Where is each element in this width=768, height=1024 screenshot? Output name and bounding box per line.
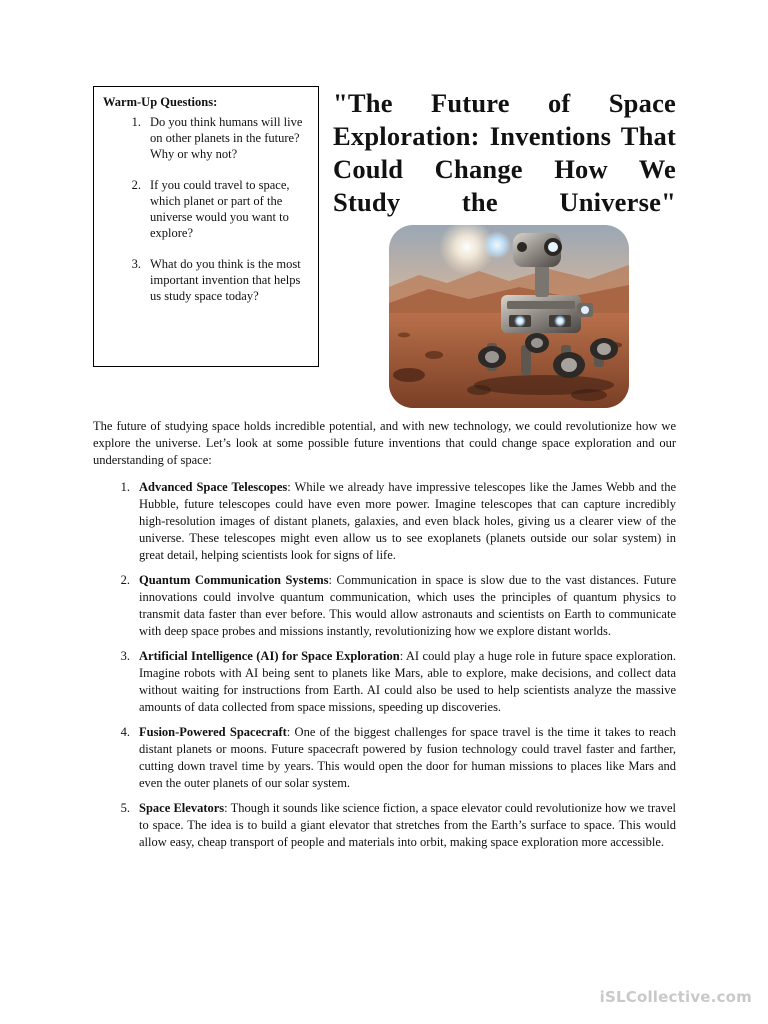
robot-rover-image bbox=[389, 225, 629, 408]
invention-description: : While we already have impressive telescopes like the James Webb and the Hubble, future telescopes could have even more power. Imagine telescopes that can capture incredibly high-resolution images of distant planets, galaxies, and even black holes, giving us a clearer view of the universe. These telescopes might even allow us to see exoplanets (planets outside our solar system) in great detail, helping scientists look for signs of life. bbox=[139, 480, 676, 562]
invention-item bbox=[93, 724, 676, 792]
invention-item bbox=[93, 479, 676, 564]
invention-item bbox=[93, 648, 676, 716]
warmup-question-text: If you could travel to space, which planet or part of the universe would you want to explore? bbox=[150, 178, 290, 240]
invention-number: 1. bbox=[120, 480, 130, 494]
warmup-box bbox=[93, 86, 319, 367]
invention-title: Fusion-Powered Spacecraft bbox=[139, 725, 287, 739]
warmup-question bbox=[103, 177, 309, 241]
warmup-question-number: 3. bbox=[131, 257, 141, 271]
invention-title: Artificial Intelligence (AI) for Space Exploration bbox=[139, 649, 400, 663]
warmup-heading: Warm-Up Questions: bbox=[103, 95, 218, 109]
warmup-question-number: 1. bbox=[131, 115, 141, 129]
warmup-question-number: 2. bbox=[131, 178, 141, 192]
invention-number: 5. bbox=[120, 801, 130, 815]
invention-title: Advanced Space Telescopes bbox=[139, 480, 288, 494]
invention-number: 4. bbox=[120, 725, 130, 739]
invention-body bbox=[139, 572, 676, 640]
invention-title: Space Elevators bbox=[139, 801, 225, 815]
invention-item bbox=[93, 800, 676, 851]
invention-body bbox=[139, 479, 676, 564]
invention-title: Quantum Communication Systems bbox=[139, 573, 329, 587]
intro-paragraph: The future of studying space holds incredible potential, and with new technology, we could revolutionize how we explore the universe. Let’s look at some possible future inventions that could change space exploration and our understanding of space: bbox=[93, 419, 676, 467]
inventions-list bbox=[93, 479, 676, 859]
invention-body bbox=[139, 648, 676, 716]
invention-item bbox=[93, 572, 676, 640]
warmup-question-text: Do you think humans will live on other planets in the future? Why or why not? bbox=[150, 115, 303, 161]
invention-number: 2. bbox=[120, 573, 130, 587]
warmup-question bbox=[103, 114, 309, 162]
invention-description: : AI could play a huge role in future space exploration. Imagine robots with AI being sent to planets like Mars, able to explore, make decisions, and collect data without waiting for instructions from Earth. AI could also be used to help scientists analyze the massive amounts of data collected from space missions, speeding up discoveries. bbox=[139, 649, 676, 714]
warmup-question-text: What do you think is the most important invention that helps us study space today? bbox=[150, 257, 301, 303]
watermark: iSLCollective.com bbox=[599, 988, 752, 1006]
warmup-list bbox=[103, 114, 309, 304]
page-title: "The Future of Space Exploration: Inventions That Could Change How We Study the Universe" bbox=[333, 88, 676, 217]
invention-body bbox=[139, 724, 676, 792]
warmup-question bbox=[103, 256, 309, 304]
invention-description: : One of the biggest challenges for space travel is the time it takes to reach distant planets or moons. Future spacecraft powered by fusion technology could travel faster and farther, cutting down travel time by years. This would open the door for human missions to places like Mars and even the outer planets of our solar system. bbox=[139, 725, 676, 790]
invention-description: : Communication in space is slow due to the vast distances. Future innovations could involve quantum communication, which uses the principles of quantum physics to transmit data faster than ever before. This would allow astronauts and scientists on Earth to communicate with deep space probes and missions instantly, revolutionizing how we explore distant worlds. bbox=[139, 573, 676, 638]
invention-body bbox=[139, 800, 676, 851]
invention-description: : Though it sounds like science fiction, a space elevator could revolutionize how we travel to space. The idea is to build a giant elevator that stretches from the Earth’s surface to space. This would allow easy, cheap transport of people and materials into orbit, making space exploration more accessible. bbox=[139, 801, 677, 849]
invention-number: 3. bbox=[120, 649, 130, 663]
